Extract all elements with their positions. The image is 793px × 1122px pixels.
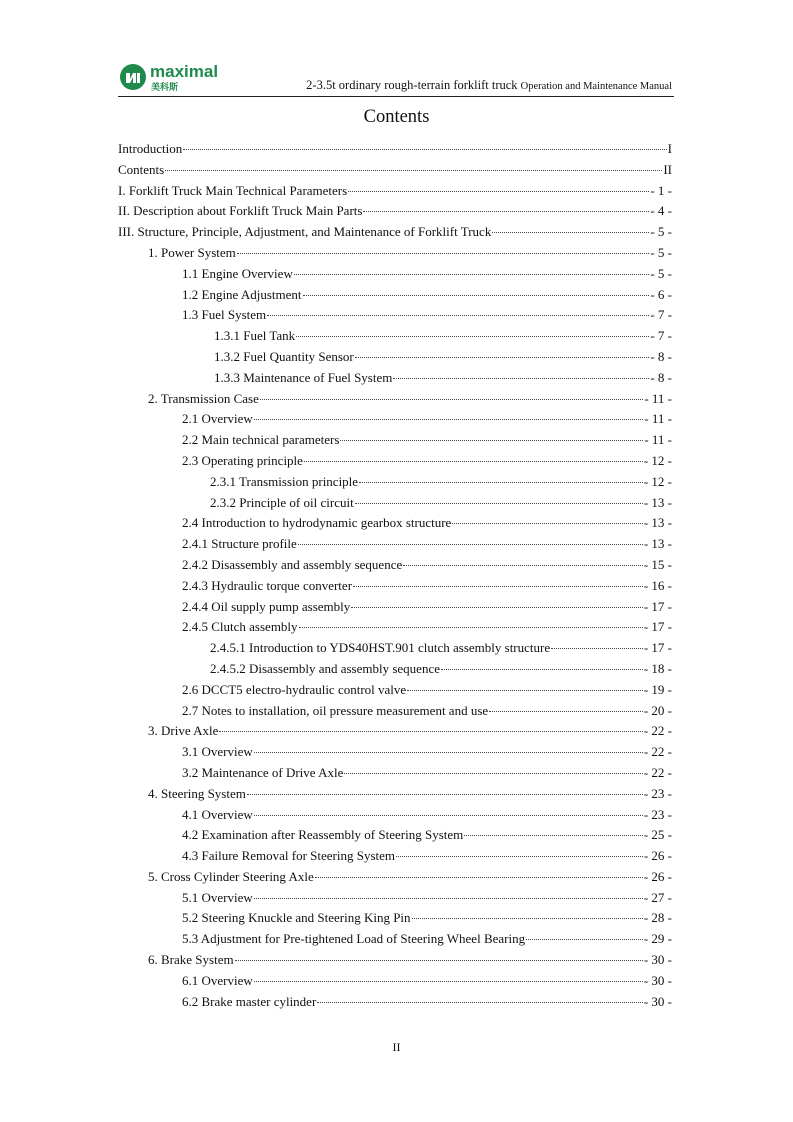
toc-entry-page: - 22 - — [643, 764, 672, 780]
toc-leader-dots — [412, 904, 643, 919]
toc-leader-dots — [219, 717, 642, 732]
toc-leader-dots — [396, 842, 643, 857]
toc-entry-page: - 13 - — [643, 515, 672, 531]
toc-entry-title: 2.4.5.1 Introduction to YDS40HST.901 clutch assembly structure — [210, 640, 551, 656]
toc-entry-page: - 5 - — [650, 224, 672, 240]
toc-entry-title: 2.4.5 Clutch assembly — [182, 619, 298, 635]
toc-leader-dots — [407, 676, 643, 691]
toc-entry-title: 4.2 Examination after Reassembly of Steering System — [182, 827, 464, 843]
toc-leader-dots — [551, 634, 643, 649]
toc-entry-page: - 8 - — [650, 348, 672, 364]
toc-entry-title: 2.1 Overview — [182, 411, 253, 427]
toc-entry-page: - 17 - — [643, 619, 672, 635]
manual-title — [306, 78, 672, 93]
toc-entry-page: - 13 - — [643, 494, 672, 510]
toc-entry-page: - 22 - — [643, 744, 672, 760]
toc-entry-page: - 5 - — [650, 244, 672, 260]
maximal-logo — [118, 62, 228, 96]
toc-entry-page: - 23 - — [643, 806, 672, 822]
toc-entry-title: 2.2 Main technical parameters — [182, 432, 340, 448]
toc-entry-page: - 11 - — [644, 411, 672, 427]
toc-entry-title: 2.4.5.2 Disassembly and assembly sequence — [210, 660, 440, 676]
toc-entry-title: 2.3.2 Principle of oil circuit — [210, 494, 354, 510]
logo-subtext: 美科斯 — [151, 83, 179, 93]
page-number: II — [392, 1040, 401, 1054]
table-of-contents — [118, 138, 672, 1011]
toc-entry-title: 3.1 Overview — [182, 744, 253, 760]
toc-leader-dots — [489, 697, 643, 712]
page-title: Contents — [363, 107, 430, 127]
toc-entry-page: - 26 - — [643, 848, 672, 864]
toc-entry-title: II. Description about Forklift Truck Main Parts — [118, 203, 363, 219]
toc-entry-page: - 8 - — [650, 369, 672, 385]
toc-entry-title: 2.4.3 Hydraulic torque converter — [182, 577, 353, 593]
toc-entry-page: - 11 - — [644, 390, 672, 406]
toc-entry-title: 5.2 Steering Knuckle and Steering King Pin — [182, 910, 411, 926]
toc-entry-page: - 27 - — [643, 889, 672, 905]
toc-leader-dots — [237, 239, 650, 254]
toc-entry-page: I — [667, 141, 672, 156]
toc-entry-page: - 6 - — [650, 286, 672, 302]
toc-leader-dots — [303, 281, 650, 296]
toc-entry-page: - 19 - — [643, 681, 672, 697]
toc-entry-page: - 18 - — [643, 660, 672, 676]
toc-entry-page: - 16 - — [643, 577, 672, 593]
toc-entry-page: - 23 - — [643, 785, 672, 801]
toc-entry-title: 4.3 Failure Removal for Steering System — [182, 848, 396, 864]
toc-leader-dots — [526, 925, 643, 940]
toc-leader-dots — [344, 759, 642, 774]
toc-entry-title: 2.4.4 Oil supply pump assembly — [182, 598, 351, 614]
toc-leader-dots — [298, 530, 643, 545]
toc-entry-title: 4.1 Overview — [182, 806, 253, 822]
logo-emblem-icon — [120, 64, 146, 90]
toc-leader-dots — [441, 655, 643, 670]
toc-leader-dots — [355, 489, 643, 504]
toc-entry-page: - 25 - — [643, 827, 672, 843]
toc-leader-dots — [267, 301, 649, 316]
toc-entry-title: 2.7 Notes to installation, oil pressure measurement and use — [182, 702, 489, 718]
toc-entry-title: 6.2 Brake master cylinder — [182, 993, 317, 1009]
toc-entry-title: 2.3 Operating principle — [182, 452, 303, 468]
toc-entry-page: - 13 - — [643, 536, 672, 552]
toc-entry-title: 3.2 Maintenance of Drive Axle — [182, 764, 344, 780]
toc-entry-title: 5. Cross Cylinder Steering Axle — [148, 868, 314, 884]
toc-entry-page: II — [663, 161, 672, 177]
toc-leader-dots — [353, 572, 643, 587]
toc-leader-dots — [351, 593, 643, 608]
toc-leader-dots — [165, 156, 662, 171]
toc-entry-page: - 30 - — [643, 972, 672, 988]
toc-leader-dots — [393, 364, 649, 379]
toc-leader-dots — [183, 135, 666, 150]
toc-leader-dots — [315, 863, 643, 878]
toc-entry-title: 6. Brake System — [148, 952, 234, 968]
manual-title-sub: Operation and Maintenance Manual — [520, 81, 672, 92]
toc-entry-page: - 29 - — [643, 931, 672, 947]
toc-entry-page: - 12 - — [643, 473, 672, 489]
toc-leader-dots — [403, 551, 643, 566]
toc-entry-page: - 20 - — [643, 702, 672, 718]
toc-entry-title: 1.3.1 Fuel Tank — [214, 328, 296, 344]
toc-entry-page: - 30 - — [643, 993, 672, 1009]
toc-entry-title: 2.4.1 Structure profile — [182, 536, 297, 552]
logo-text: maximal — [150, 62, 219, 81]
toc-entry-title: 1.2 Engine Adjustment — [182, 286, 302, 302]
toc-leader-dots — [235, 946, 643, 961]
toc-entry-title: I. Forklift Truck Main Technical Parameters — [118, 182, 348, 198]
toc-entry-title: 2.4 Introduction to hydrodynamic gearbox structure — [182, 515, 452, 531]
toc-leader-dots — [299, 613, 643, 628]
toc-entry-title: 4. Steering System — [148, 785, 246, 801]
toc-leader-dots — [452, 509, 643, 524]
toc-leader-dots — [464, 821, 643, 836]
toc-leader-dots — [254, 801, 643, 816]
toc-leader-dots — [247, 780, 643, 795]
toc-leader-dots — [294, 260, 649, 275]
toc-entry-page: - 30 - — [643, 952, 672, 968]
toc-entry-title: 6.1 Overview — [182, 972, 253, 988]
toc-entry-title: 1.3.3 Maintenance of Fuel System — [214, 369, 393, 385]
toc-entry-title: 2.4.2 Disassembly and assembly sequence — [182, 556, 403, 572]
page-header — [118, 62, 674, 97]
toc-leader-dots — [254, 967, 643, 982]
manual-title-main: 2-3.5t ordinary rough-terrain forklift truck — [306, 78, 518, 92]
toc-leader-dots — [355, 343, 650, 358]
toc-entry-title: Contents — [118, 161, 165, 177]
toc-leader-dots — [340, 426, 643, 441]
toc-entry-page: - 5 - — [650, 265, 672, 281]
toc-entry-title: 2. Transmission Case — [148, 390, 259, 406]
toc-leader-dots — [348, 177, 649, 192]
toc-entry-title: 1.1 Engine Overview — [182, 265, 293, 281]
toc-entry-title: Introduction — [118, 141, 183, 156]
toc-entry-title: 5.3 Adjustment for Pre-tightened Load of Steering Wheel Bearing — [182, 931, 526, 947]
toc-entry-page: - 12 - — [643, 452, 672, 468]
toc-entry-title: 1.3 Fuel System — [182, 307, 267, 323]
toc-entry-title: 2.6 DCCT5 electro-hydraulic control valve — [182, 681, 407, 697]
toc-leader-dots — [254, 884, 643, 899]
toc-leader-dots — [317, 988, 643, 1003]
toc-entry-page: - 26 - — [643, 868, 672, 884]
toc-entry-page: - 7 - — [650, 328, 672, 344]
toc-entry-page: - 11 - — [644, 432, 672, 448]
toc-entry-page: - 7 - — [650, 307, 672, 323]
toc-entry-page: - 28 - — [643, 910, 672, 926]
toc-entry-title: 3. Drive Axle — [148, 723, 219, 739]
toc-leader-dots — [296, 322, 649, 337]
toc-entry-title: 2.3.1 Transmission principle — [210, 473, 359, 489]
toc-leader-dots — [492, 218, 649, 233]
toc-leader-dots — [359, 468, 643, 483]
toc-entry-page: - 1 - — [650, 182, 672, 198]
toc-entry-page: - 17 - — [643, 640, 672, 656]
toc-leader-dots — [304, 447, 643, 462]
toc-entry-title: III. Structure, Principle, Adjustment, and Maintenance of Forklift Truck — [118, 224, 492, 240]
toc-entry-page: - 22 - — [643, 723, 672, 739]
toc-entry-title: 5.1 Overview — [182, 889, 253, 905]
toc-entry-title: 1. Power System — [148, 244, 236, 260]
toc-leader-dots — [260, 385, 643, 400]
toc-entry-title: 1.3.2 Fuel Quantity Sensor — [214, 348, 354, 364]
toc-leader-dots — [254, 738, 643, 753]
toc-entry[interactable] — [118, 991, 672, 1012]
toc-entry-page: - 4 - — [650, 203, 672, 219]
toc-leader-dots — [254, 405, 644, 420]
toc-entry-page: - 15 - — [643, 556, 672, 572]
toc-entry-page: - 17 - — [643, 598, 672, 614]
toc-leader-dots — [363, 197, 649, 212]
